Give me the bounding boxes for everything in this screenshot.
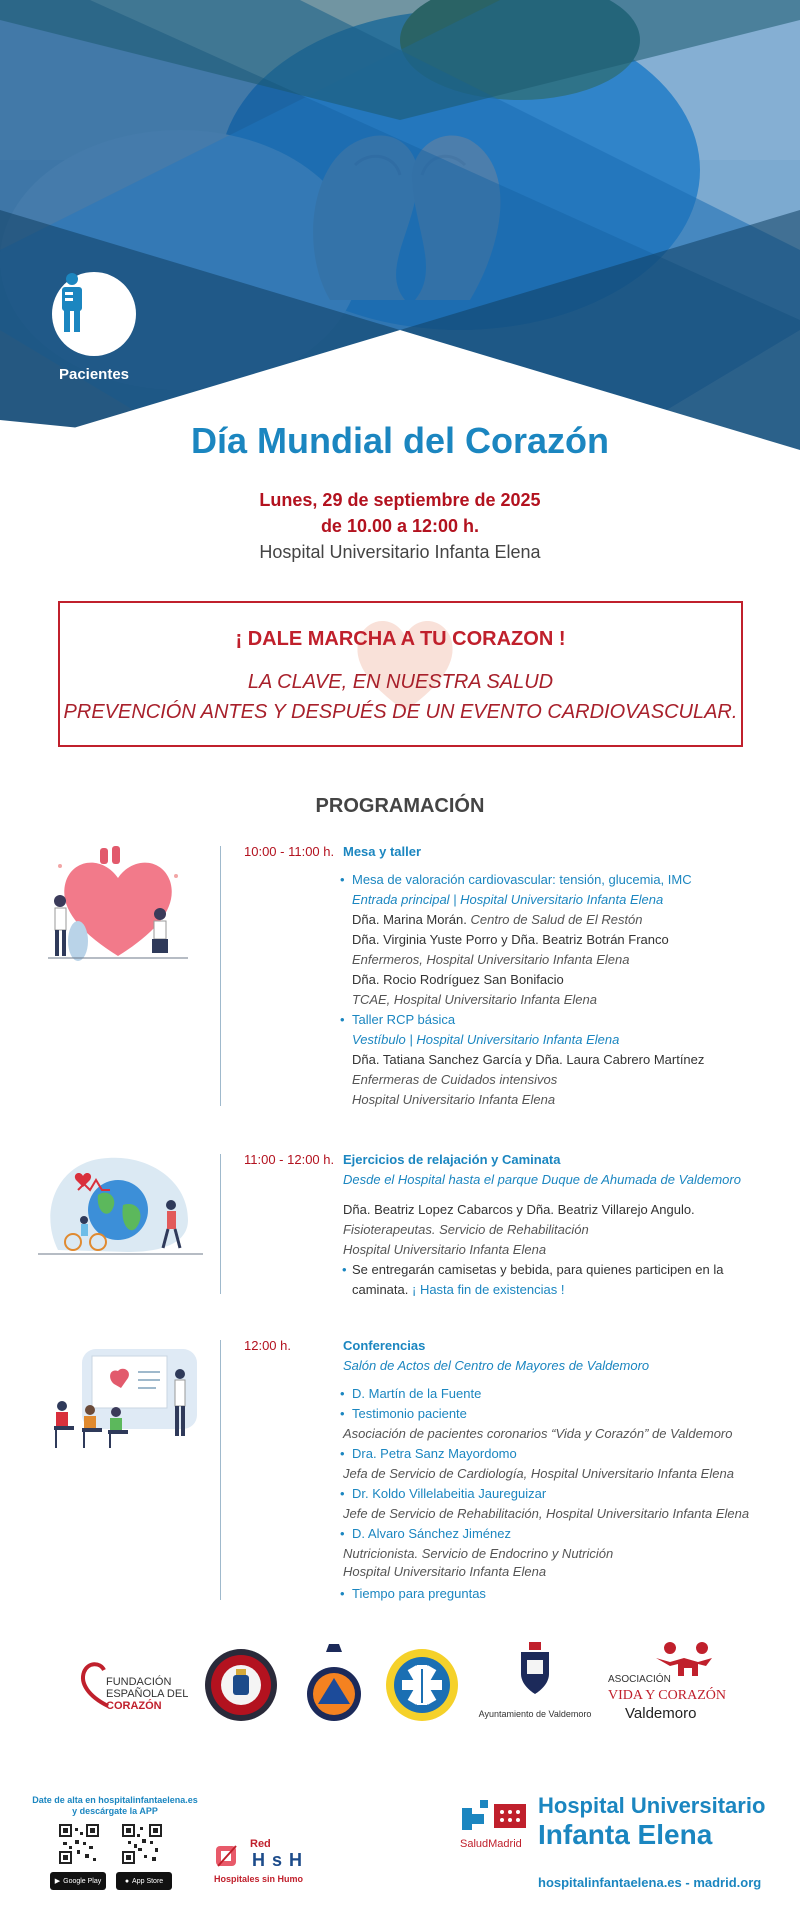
block-1-line-10: Dña. Tatiana Sanchez García y Dña. Laura Cabrero Martínez [352, 1052, 705, 1067]
block-2-line-4: Hospital Universitario Infanta Elena [343, 1242, 547, 1257]
app-store-badge[interactable]: ● App Store [116, 1872, 172, 1890]
fec-text-1: FUNDACIÓN [106, 1676, 172, 1688]
footer [0, 1780, 800, 1928]
block-1-line-11: Enfermeras de Cuidados intensivos [352, 1072, 558, 1087]
divider-line [220, 1340, 221, 1600]
event-venue: Hospital Universitario Infanta Elena [259, 542, 541, 562]
program-block-3 [0, 1334, 800, 1604]
asociacion-text-2: VIDA Y CORAZÓN [608, 1688, 726, 1703]
divider-line [220, 846, 221, 1106]
block-3-line-4: Asociación de pacientes coronarios “Vida y Corazón” de Valdemoro [343, 1426, 733, 1441]
earth-walking-illustration [38, 1150, 203, 1260]
hospital-url[interactable]: hospitalinfantaelena.es - madrid.org [538, 1875, 762, 1890]
app-download-text: Date de alta en hospitalinfantaelena.es y descárgate la APP [32, 1795, 198, 1816]
bullet-icon: • [342, 1262, 347, 1277]
qr-code-ios[interactable] [122, 1824, 162, 1864]
policia-local-logo [203, 1647, 279, 1723]
slogan-box [58, 601, 743, 747]
block-1-line-9: Vestíbulo | Hospital Universitario Infanta Elena [352, 1032, 620, 1047]
block-3-line-8: Jefe de Servicio de Rehabilitación, Hospital Universitario Infanta Elena [343, 1506, 750, 1521]
slogan-title: ¡ DALE MARCHA A TU CORAZON ! [235, 628, 566, 650]
fec-text-3: CORAZÓN [106, 1700, 162, 1712]
block-1-line-12: Hospital Universitario Infanta Elena [352, 1092, 556, 1107]
red-hsh-text-1: Red [250, 1838, 271, 1850]
slogan-line-2: PREVENCIÓN ANTES Y DESPUÉS DE UN EVENTO CARDIOVASCULAR. [63, 701, 738, 723]
block-3-line-2: • D. Martín de la Fuente [352, 1386, 481, 1402]
block-1-line-4: Dña. Virginia Yuste Porro y Dña. Beatriz Botrán Franco [352, 932, 669, 947]
ayuntamiento-text: Ayuntamiento de Valdemoro [478, 1709, 592, 1719]
red-hsh-text-3: Hospitales sin Humo [214, 1874, 304, 1884]
ayuntamiento-crest-logo [515, 1642, 555, 1696]
proteccion-civil-logo [304, 1640, 364, 1728]
fec-text-2: ESPAÑOLA DEL [106, 1688, 189, 1700]
ambulancia-municipal-logo [384, 1647, 460, 1723]
conference-illustration [52, 1344, 202, 1454]
block-2-time: 11:00 - 12:00 h. [244, 1152, 335, 1167]
apple-icon: ● [124, 1877, 130, 1885]
partner-logos [0, 1640, 800, 1730]
block-1-line-3: Dña. Marina Morán. Centro de Salud de El Restón [352, 912, 643, 927]
program-title: PROGRAMACIÓN [315, 795, 485, 817]
qr-code-android[interactable] [59, 1824, 99, 1864]
patient-icon [52, 272, 92, 334]
program-block-2 [0, 1148, 800, 1298]
block-3-line-1: Salón de Actos del Centro de Mayores de Valdemoro [343, 1358, 650, 1373]
block-3-line-11: Hospital Universitario Infanta Elena [343, 1564, 547, 1579]
google-play-badge[interactable]: ▶ Google Play [50, 1872, 106, 1890]
block-2-line-6: caminata. ¡ Hasta fin de existencias ! [352, 1282, 565, 1297]
hospital-name-line-2: Infanta Elena [538, 1819, 713, 1850]
hospital-name-line-1: Hospital Universitario [538, 1793, 766, 1818]
hsh-cigarette-icon [214, 1842, 244, 1870]
block-3-time: 12:00 h. [244, 1338, 291, 1353]
block-1-activity: Mesa y taller [343, 844, 422, 859]
salud-madrid-logo [460, 1800, 530, 1834]
hero-banner [0, 0, 800, 450]
block-3-line-9: • D. Alvaro Sánchez Jiménez [352, 1526, 511, 1542]
heart-doctors-illustration [48, 846, 188, 966]
block-3-line-7: • Dr. Koldo Villelabeitia Jaureguizar [352, 1486, 546, 1502]
block-2-line-3: Fisioterapeutas. Servicio de Rehabilitación [343, 1222, 589, 1237]
block-1-line-5: Enfermeros, Hospital Universitario Infanta Elena [352, 952, 630, 967]
block-1-line-8: • Taller RCP básica [352, 1012, 455, 1028]
red-hsh-text-2: H s H [252, 1850, 304, 1870]
block-1-line-7: TCAE, Hospital Universitario Infanta Elena [352, 992, 597, 1007]
block-3-activity: Conferencias [343, 1338, 426, 1353]
salud-madrid-text: SaludMadrid [460, 1838, 522, 1850]
program-block-1 [0, 840, 800, 1110]
patients-label: Pacientes [58, 366, 130, 383]
asociacion-text-1: ASOCIACIÓN [608, 1674, 671, 1685]
event-date: Lunes, 29 de septiembre de 2025 [259, 490, 541, 510]
block-3-line-10: Nutricionista. Servicio de Endocrino y Nutrición [343, 1546, 614, 1561]
block-3-line-6: Jefa de Servicio de Cardiología, Hospital Universitario Infanta Elena [343, 1466, 734, 1481]
event-time: de 10.00 a 12:00 h. [320, 516, 480, 536]
block-2-line-1: Desde el Hospital hasta el parque Duque de Ahumada de Valdemoro [343, 1172, 741, 1187]
patients-badge [52, 272, 136, 356]
block-3-line-3: • Testimonio paciente [352, 1406, 467, 1422]
block-2-activity: Ejercicios de relajación y Caminata [343, 1152, 561, 1167]
google-play-icon: ▶ [54, 1878, 61, 1885]
asociacion-text-3: Valdemoro [625, 1705, 697, 1722]
block-3-line-12: • Tiempo para preguntas [352, 1586, 486, 1602]
slogan-line-1: LA CLAVE, EN NUESTRA SALUD [247, 671, 554, 693]
block-1-line-2: Entrada principal | Hospital Universitario Infanta Elena [352, 892, 664, 907]
block-2-line-5: • Se entregarán camisetas y bebida, para quienes participen en la [342, 1262, 724, 1277]
block-3-line-5: • Dra. Petra Sanz Mayordomo [352, 1446, 517, 1462]
block-2-line-2: Dña. Beatriz Lopez Cabarcos y Dña. Beatriz Villarejo Angulo. [343, 1202, 695, 1217]
block-1-line-1: • Mesa de valoración cardiovascular: tensión, glucemia, IMC [352, 872, 692, 888]
block-1-time: 10:00 - 11:00 h. [244, 844, 335, 859]
divider-line [220, 1154, 221, 1294]
page-title: Día Mundial del Corazón [190, 420, 610, 461]
block-1-line-6: Dña. Rocio Rodríguez San Bonifacio [352, 972, 564, 987]
